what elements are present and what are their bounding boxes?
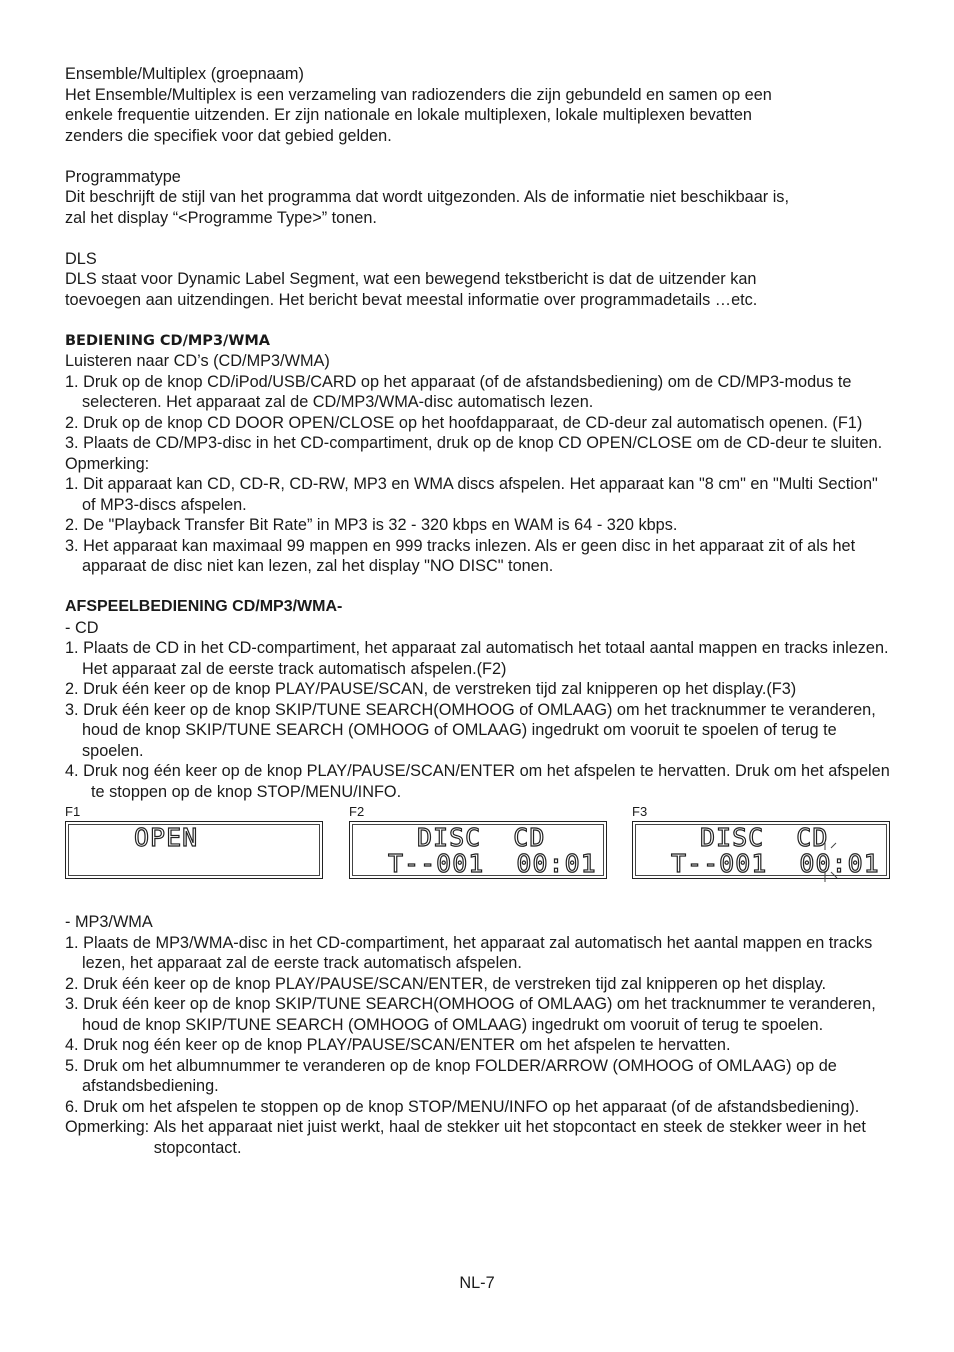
programmatype-line: zal het display “<Programme Type>” tonen.	[65, 208, 377, 227]
blink-indicator-icon	[821, 836, 849, 884]
final-note	[65, 1117, 895, 1158]
mp3-step: 3. Druk één keer op de knop SKIP/TUNE SEARCH(OMHOOG of OMLAAG) om het tracknummer te veranderen, houd de knop SKIP/TUNE SEARCH (OMHOOG of OMLAAG) ingedrukt om vooruit of terug te spoelen.	[65, 995, 876, 1034]
display-figures	[65, 804, 895, 908]
final-note-text: Als het apparaat niet juist werkt, haal de stekker uit het stopcontact en steek de stekker weer in het stopcontact.	[153, 1118, 866, 1157]
mp3-step: 5. Druk om het albumnummer te veranderen op de knop FOLDER/ARROW (OMHOOG of OMLAAG) op de afstandsbediening.	[65, 1056, 837, 1095]
figure-label: F2	[349, 804, 365, 819]
bediening-note: 3. Het apparaat kan maximaal 99 mappen en 999 tracks inlezen. Als er geen disc in het apparaat zit of als het apparaat de disc niet kan lezen, zal het display "NO DISC" tonen.	[65, 536, 856, 575]
figure-label: F1	[65, 804, 81, 819]
lcd-display	[65, 821, 323, 879]
afspeel-heading: AFSPEELBEDIENING CD/MP3/WMA-	[65, 598, 343, 615]
cd-step: 2. Druk één keer op de knop PLAY/PAUSE/SCAN, de verstreken tijd zal knipperen op het display.(F3)	[65, 680, 797, 698]
ensemble-line: zenders die specifiek voor dat gebied gelden.	[65, 126, 392, 145]
cd-label: - CD	[65, 618, 99, 637]
bediening-intro: Luisteren naar CD’s (CD/MP3/WMA)	[65, 352, 330, 370]
lcd-display	[632, 821, 890, 879]
lcd-line-1: DISC CD	[417, 823, 546, 852]
lcd-line-1: OPEN	[134, 823, 199, 852]
bediening-note: 2. De "Playback Transfer Bit Rate” in MP3 is 32 - 320 kbps en WAM is 64 - 320 kbps.	[65, 516, 678, 534]
dls-line: toevoegen aan uitzendingen. Het bericht bevat meestal informatie over programmadetails …etc.	[65, 290, 758, 309]
lcd-line-2: T--001 00:01	[671, 849, 880, 878]
final-note-label: Opmerking:	[65, 1118, 154, 1136]
mp3-label: - MP3/WMA	[65, 913, 153, 931]
mp3-step: 4. Druk nog één keer op de knop PLAY/PAUSE/SCAN/ENTER om het afspelen te hervatten.	[65, 1036, 731, 1054]
mp3-step: 1. Plaats de MP3/WMA-disc in het CD-compartiment, het apparaat zal automatisch het aantal mappen en tracks lezen, het apparaat zal de eerste track automatisch afspelen.	[65, 933, 873, 972]
ensemble-title: Ensemble/Multiplex (groepnaam)	[65, 65, 304, 83]
lcd-display	[349, 821, 607, 879]
figure-f1	[65, 804, 323, 879]
cd-step: 4. Druk nog één keer op de knop PLAY/PAUSE/SCAN/ENTER om het afspelen te hervatten. Druk om het afspelen te stoppen op de knop STOP/MENU/INFO.	[65, 762, 890, 801]
document-page	[65, 64, 895, 1158]
figure-f2	[349, 804, 607, 879]
bediening-step: 1. Druk op de knop CD/iPod/USB/CARD op het apparaat (of de afstandsbediening) om de CD/MP3-modus te selecteren. Het apparaat zal de CD/MP3/WMA-disc automatisch lezen.	[65, 372, 852, 411]
figure-f3	[632, 804, 890, 879]
page-number: NL-7	[459, 1274, 495, 1292]
lcd-line-2: T--001 00:01	[388, 849, 597, 878]
mp3-step: 6. Druk om het afspelen te stoppen op de knop STOP/MENU/INFO op het apparaat (of de afstandsbediening).	[65, 1097, 860, 1116]
bediening-note: 1. Dit apparaat kan CD, CD-R, CD-RW, MP3 en WMA discs afspelen. Het apparaat kan "8 cm" en "Multi Section" of MP3-discs afspelen.	[65, 475, 878, 514]
figure-label: F3	[632, 804, 648, 819]
bediening-heading: BEDIENING CD/MP3/WMA	[65, 332, 270, 349]
ensemble-line: enkele frequentie uitzenden. Er zijn nationale en lokale multiplexen, lokale multiplexen bevatten	[65, 106, 752, 124]
bediening-note-label: Opmerking:	[65, 454, 150, 473]
programmatype-title: Programmatype	[65, 167, 181, 186]
cd-step: 3. Druk één keer op de knop SKIP/TUNE SEARCH(OMHOOG of OMLAAG) om het tracknummer te veranderen, houd de knop SKIP/TUNE SEARCH (OMHOOG of OMLAAG) ingedrukt om vooruit te spoelen of terug te spoelen.	[65, 700, 876, 760]
programmatype-line: Dit beschrijft de stijl van het programma dat wordt uitgezonden. Als de informatie niet beschikbaar is,	[65, 188, 789, 206]
bediening-step: 2. Druk op de knop CD DOOR OPEN/CLOSE op het hoofdapparaat, de CD-deur zal automatisch openen. (F1)	[65, 413, 863, 432]
dls-line: DLS staat voor Dynamic Label Segment, wat een bewegend tekstbericht is dat de uitzender kan	[65, 270, 757, 288]
dls-title: DLS	[65, 249, 97, 268]
cd-step: 1. Plaats de CD in het CD-compartiment, het apparaat zal automatisch het totaal aantal mappen en tracks inlezen. Het apparaat zal de eerste track automatisch afspelen.(F2)	[65, 639, 889, 678]
lcd-line-1: DISC CD	[700, 823, 829, 852]
ensemble-line: Het Ensemble/Multiplex is een verzameling van radiozenders die zijn gebundeld en samen op een	[65, 85, 772, 104]
mp3-step: 2. Druk één keer op de knop PLAY/PAUSE/SCAN/ENTER, de verstreken tijd zal knipperen op het display.	[65, 974, 827, 993]
bediening-step: 3. Plaats de CD/MP3-disc in het CD-compartiment, druk op de knop CD OPEN/CLOSE om de CD-deur te sluiten.	[65, 434, 883, 452]
